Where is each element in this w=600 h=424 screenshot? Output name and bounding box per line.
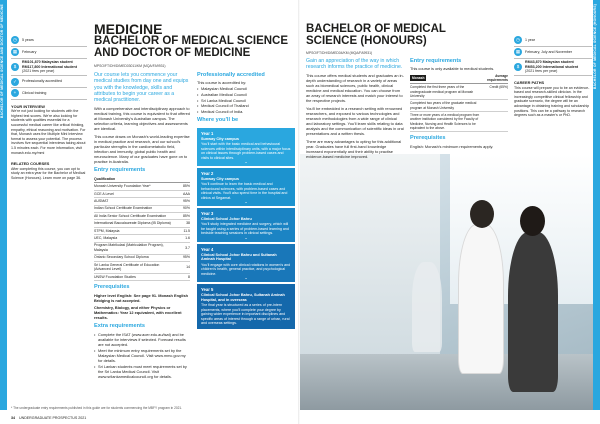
page-title: MEDICINE BACHELOR OF MEDICAL SCIENCE AND DOCTOR OF MEDICINE [94,21,289,59]
calendar-icon: ▦ [12,49,18,55]
year-timeline [197,128,295,329]
fact-fees: $ RM43,870 Malaysian student RM53,200 International student (2021 fees per year) [514,59,592,77]
career-heading: CAREER PATHS [514,80,545,86]
lead-text: Our course lets you commence your medical studies from day one and equips you with the knowledge, skills and attributes to begin your career as a medical practitioner. [94,72,189,104]
chevron-down-icon: ⌄ [244,159,248,165]
entry-heading: Entry requirements [410,58,462,64]
table-row: UEC, Malaysia 1.6 [94,236,190,241]
list-item: • Malaysian Medical Council [197,86,295,91]
table-row: Monash University Foundation Year* 85% [94,184,190,189]
related-text: After completing this course, you can opt to study an extra year for the Bachelor of Medical Science (Honours). Learn more on page 36. [11,166,86,180]
table-row: UNSW Foundation Studies 8 [94,274,190,279]
related-heading: RELATED COURSES [11,161,50,167]
fact-accreditation: ✓ Professionally accredited [11,76,87,88]
table-row: Program Matrikulasi (Matriculation Program), Malaysia 3.7 [94,243,190,253]
fact-intake: ▦ February [11,47,87,59]
interview-text: We're not just looking for students with the highest test scores. We're also looking for students with qualities essential for a successful medical career like critical thinking, empathy, ethical reasoning and motivation. For that, Monash uses the Multiple Mini Interview format to assess your potential. The process involves five sequential interviews taking about 1.5 minutes each. For more information, visit monash.edu.my/mmi [11,109,86,155]
chevron-down-icon: ⌄ [244,275,248,281]
table-row: Sri Lanka General Certificate of Education (Advanced Level) 14 [94,262,190,272]
list-item: • Medical Council of Thailand [197,103,295,108]
clock-icon: ◷ [514,36,522,44]
prereq-text: Chemistry, Biology, and either Physics or Mathematics: Year 12 equivalent, with excellent results. [94,305,182,321]
body-paragraph: There are many advantages to opting for this additional year. Graduates have full first-hand knowledge increased exponentially and their ability to practise evidence-based medicine improved. [306,138,402,160]
table-row: Three or more years of a medical program from another institution considered by the Faculty of Medicine, Nursing and Health Sciences to be equivalent to the above. [410,111,508,131]
stethoscope-icon: + [11,89,19,97]
prereq-text: English: Monash's minimum requirements apply. [410,143,494,149]
entry-table: Qualification Monash University Foundation Year* 85% GCE A Level AAA AUSMAT 95% Indian School Certificate Examination 90% All India Senior School Certificate Examination 85% International Baccalaureate Diploma (IB Diploma) 38 STPM, Malaysia 11.5 UEC, Malaysia 1.6 Program Matrikulasi (Matriculation Program), Malaysia 3.7 Ontario Secondary School Diploma 95% Sri Lanka General Certificate of Education (Advanced Level) 14 UNSW Foundation Studies 8 [94,176,190,279]
clock-icon: ◷ [11,36,19,44]
interview-heading: YOUR INTERVIEW [11,103,45,109]
table-row: International Baccalaureate Diploma (IB Diploma) 38 [94,221,190,226]
page-footer: 34 UNDERGRADUATE PROSPECTUS 2021 [11,416,87,420]
fact-fees: $ RM101,870 Malaysian student RM117,800 International student (2021 fees per year) [11,59,87,77]
students-photo [300,154,600,410]
main-column [94,72,190,379]
money-icon: $ [11,63,19,71]
year-card: Year 1 Sunway City campus You'll start with the basic medical and behavioural sciences within interdisciplinary units, with a major focus on clinical issues through problem-based cases and visits to clinical sites. ⌄ [197,128,295,166]
year-card: Year 2 Sunway City campus You'll continue to learn the basic medical and behavioural sciences, with problem-based cases and clinical visits. You'll also spend time in the hospital and clinics at Segamat. ⌄ [197,168,295,206]
section-tab: BACHELOR OF MEDICAL SCIENCE (HONOURS) [593,0,600,410]
page-footer: UNDERGRADUATE PROSPECTUS 2021 35 [511,416,588,420]
career-text: This course will prepare you to be an evidence-based and research-skilled clinician. In the increasingly competitive clinical fellowship and graduate scenario, the degree will be an advantage in obtaining training and scholarship positions. This can be a pathway to research degrees such as a master's or PhD. [514,85,590,118]
table-row: Ontario Secondary School Diploma 95% [94,255,190,260]
prereq-heading: Prerequisites [94,284,130,291]
where-heading: Where you'll be [197,117,239,124]
lead-text: Gain an appreciation of the way in which research informs the practice of medicine. [306,58,403,71]
year-card: Year 4 Clinical School Johor Bahru and Sultanah Aminah Hospital You'll engage with core clinical rotations in women's and children's health, general practice, and psychological medicine. ⌄ [197,244,295,282]
body-paragraph: This course offers medical students and graduates an in-depth understanding of research in a variety of areas such as biomedical sciences, public health, clinical medicine and medical education. You can choose from an array of research interests and match your interest to the respective projects. [306,72,404,104]
list-item: • Meet the minimum entry requirements set by the Malaysian Medical Council. Visit www.mmc.gov.my for details. [94,348,190,363]
fact-intake: ▦ February, July and November [514,47,592,59]
list-item: • Sri Lanka Medical Council [197,98,295,103]
year-card: Year 5 Clinical School Johor Bahru, Sultanah Aminah Hospital, and in overseas The final year is structured as a series of pre-intern placements, where you'll complete your degree by gaining wider experience in important disciplines and specific areas of interest through a range of urban, rural and overseas settings. [197,284,295,328]
list-item: • Australian Medical Council [197,92,295,97]
accredited-column: Professionally accredited This course is accredited by: • Malaysian Medical Council • Australian Medical Council • Sri Lanka Medical Council • Medical Council of Thailand • Medical Council of India. Where you'll be [197,72,295,126]
accredited-list [197,86,295,114]
section-tab: BACHELOR OF MEDICAL SCIENCE AND DOCTOR OF MEDICINE [0,0,7,410]
page-title: BACHELOR OF MEDICAL SCIENCE (HONOURS) [306,23,446,47]
chevron-down-icon: ⌄ [244,234,248,240]
fact-clinical: + Clinical training [11,88,87,100]
table-row: GCE A Level AAA [94,191,190,196]
main-column [306,58,404,159]
money-icon: $ [514,63,522,71]
table-row: AUSMAT 95% [94,199,190,204]
prereq-heading: Prerequisites [410,135,446,142]
calendar-icon: ▦ [515,49,521,55]
table-row: Indian School Certificate Examination 90% [94,206,190,211]
course-facts-sidebar [514,35,592,118]
table-row: All India Senior School Certificate Examination 85% [94,213,190,218]
course-code: MPSO/FT/DH/D/MED03011/KM (MQA/FA9931) [94,64,166,68]
accreditation-icon: ✓ [11,78,19,86]
body-paragraph: You'll be embedded in a research setting with renowned researchers, and exposed to various technologies and research methodologies from a wide range of clinical and laboratory settings. You'll learn skills relating to data analysis and the communication of scientific ideas in oral presentations and a written thesis. [306,105,404,137]
right-page [300,0,600,424]
extra-heading: Extra requirements [94,323,145,330]
course-facts-sidebar [11,35,87,180]
accredited-heading: Professionally accredited [197,72,265,78]
list-item: • Complete the ISAT (www.acer.edu.au/isat) and be available for interviews if selected. Forecast results are not accepted. [94,332,190,347]
prereq-text: Higher level English: See page 91. Monash English Bridging is not accepted. [94,292,189,303]
footnote: * The undergraduate entry requirements published in this guide are for students commencing the MBFY program in 2021. [11,406,183,410]
list-item: • Sri Lankan students must meet requirements set by the Sri Lanka Medical Council. Visit www.srilankamedicalcouncil.org for details. [94,364,190,379]
body-paragraph: With a comprehensive and interdisciplinary approach to medical training, this course is equivalent to that offered at Monash University's Australian campus. The selection criteria, learning objectives and assessments are identical. [94,105,190,132]
entry-heading: Entry requirements [94,167,146,174]
table-row: Completed two years of the graduate medical program at Monash University [410,100,508,112]
entry-table: Monash Average requirements Completed the first three years of the undergraduate medical program at Monash University Credit (65%) Completed two years of the graduate medical program at Monash University Three or more years of a medical program from another institution considered by the Faculty of Medicine, Nursing and Health Sciences to be equivalent to the above. [410,73,508,130]
table-row: Completed the first three years of the undergraduate medical program at Monash University Credit (65%) [410,85,508,98]
list-item: • Medical Council of India. [197,109,295,114]
year-card: Year 3 Clinical School Johor Bahru You'll study integrated medicine and surgery, which will be taught using a series of problem-based learning and bedside teaching sessions in clinical settings. ⌄ [197,208,295,242]
table-row: STPM, Malaysia 11.5 [94,228,190,233]
fact-duration: ◷ 1 year [514,35,592,47]
extra-list [94,332,190,380]
fact-duration: ◷ 5 years [11,35,87,47]
body-paragraph: This course draws on Monash's world-leading expertise in medical practice and research, and our school's particular strengths in the cardiometabolic field, infection and immunity, global public health and neuroscience. Many of our graduates have gone on to practise in Australia. [94,133,190,165]
chevron-down-icon: ⌄ [244,199,248,205]
entry-column: Entry requirements This course is only available to medical students. Monash Average requirements Completed the first three years of the undergraduate medical program at Monash University Credit (65%) Completed two years of the graduate medical program at Monash University Three or more years of a medical program from another institution considered by the Faculty of Medicine, Nursing and Health Sciences to be equivalent to the above. Prerequisites English: Monash's minimum requirements apply. [410,58,508,149]
course-code: MPSO/FT/DH/D/MED04/KM (MQA/FA9931) [306,51,373,55]
